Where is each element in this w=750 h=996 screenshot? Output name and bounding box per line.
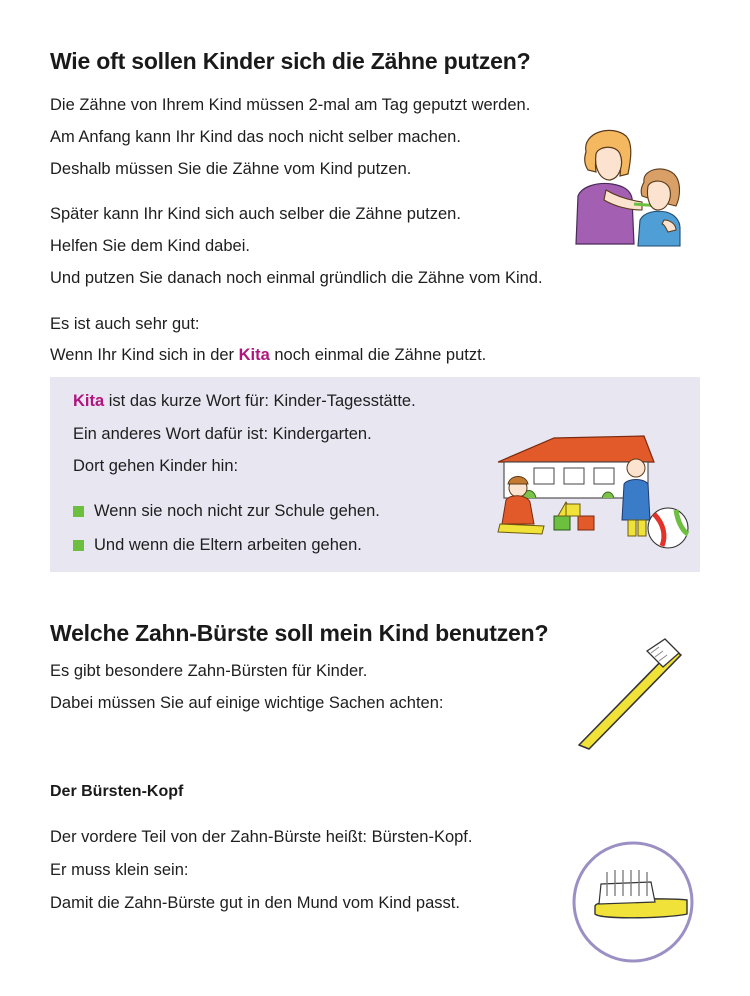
- section2-para2-line1: Der vordere Teil von der Zahn-Bürste heißt: Bürsten-Kopf.: [50, 828, 473, 846]
- section2-para1-line2: Dabei müssen Sie auf einige wichtige Sachen achten:: [50, 694, 444, 712]
- infobox-line2: Ein anderes Wort dafür ist: Kindergarten.: [73, 425, 372, 443]
- toothbrush-icon: [575, 635, 690, 755]
- infobox-line3: Dort gehen Kinder hin:: [73, 457, 239, 475]
- para3-post-text: noch einmal die Zähne putzt.: [269, 346, 487, 364]
- section2-subheading: Der Bürsten-Kopf: [50, 783, 184, 800]
- section1-para2-line1: Später kann Ihr Kind sich auch selber die Zähne putzen.: [50, 205, 461, 223]
- section1-para1-line3: Deshalb müssen Sie die Zähne vom Kind putzen.: [50, 160, 412, 178]
- kindergarten-children-playing-illustration: [494, 432, 690, 552]
- section1-heading: Wie oft sollen Kinder sich die Zähne putzen?: [50, 48, 531, 74]
- bullet-square-icon: [73, 506, 84, 517]
- kita-highlight: Kita: [238, 346, 270, 364]
- infobox-bullet-2: Und wenn die Eltern arbeiten gehen.: [94, 536, 362, 554]
- section2-heading: Welche Zahn-Bürste soll mein Kind benutzen?: [50, 620, 549, 646]
- infobox-bullet-1: Wenn sie noch nicht zur Schule gehen.: [94, 502, 380, 520]
- infobox-line1: [73, 391, 416, 411]
- section1-para2-line2: Helfen Sie dem Kind dabei.: [50, 237, 250, 255]
- section1-para3-line1: Es ist auch sehr gut:: [50, 315, 200, 333]
- infobox-line1-text: ist das kurze Wort für: Kinder-Tagesstätte.: [104, 392, 416, 410]
- section2-para1-line1: Es gibt besondere Zahn-Bürsten für Kinder.: [50, 662, 368, 680]
- brush-head-closeup-icon: [571, 840, 695, 964]
- section2-para2-line3: Damit die Zahn-Bürste gut in den Mund vom Kind passt.: [50, 894, 460, 912]
- section1-para1-line1: Die Zähne von Ihrem Kind müssen 2-mal am Tag geputzt werden.: [50, 96, 531, 114]
- infobox-kita-highlight: Kita: [73, 392, 105, 410]
- section1-para3-line2: [50, 345, 486, 365]
- section2-para2-line2: Er muss klein sein:: [50, 861, 189, 879]
- bullet-square-icon: [73, 540, 84, 551]
- section1-para2-line3: Und putzen Sie danach noch einmal gründlich die Zähne vom Kind.: [50, 269, 543, 287]
- para3-pre-text: Wenn Ihr Kind sich in der: [50, 346, 239, 364]
- section1-para1-line2: Am Anfang kann Ihr Kind das noch nicht selber machen.: [50, 128, 461, 146]
- mother-brushing-child-teeth-illustration: [568, 124, 688, 249]
